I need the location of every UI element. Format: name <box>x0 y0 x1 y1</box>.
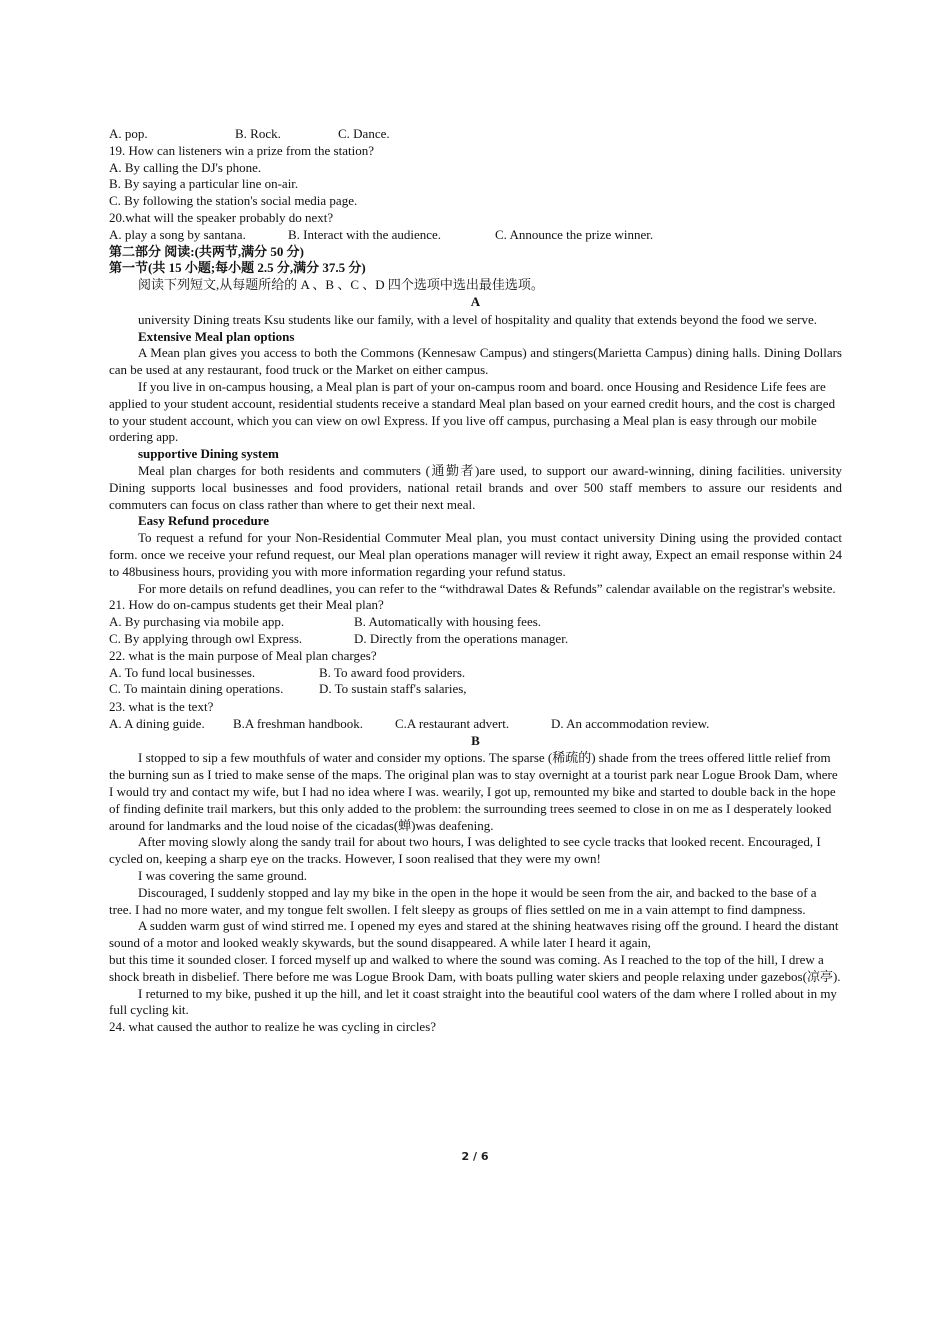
q20-option-c: C. Announce the prize winner. <box>495 226 654 242</box>
passage-b-para-3: I was covering the same ground. <box>138 868 307 884</box>
q20-options <box>109 227 842 244</box>
passage-b-para-4: Discouraged, I suddenly stopped and lay my bike in the open in the hope it would be seen from the air, and backed to the base of a tree. I had no more water, and my tongue felt swollen. I felt sleepy as groups of flies settled on me in a vain attempt to find dampness. <box>109 884 817 917</box>
q18-option-b: B. Rock. <box>235 126 281 141</box>
q23-option-c: C.A restaurant advert. <box>395 715 510 731</box>
q22-option-d: D. To sustain staff's salaries, <box>319 681 467 697</box>
passage-a-heading-1: Extensive Meal plan options <box>138 328 295 344</box>
q19-stem: 19. How can listeners win a prize from the station? <box>109 142 374 158</box>
q21-option-d: D. Directly from the operations manager. <box>354 630 569 646</box>
page-number: 2 / 6 <box>461 1150 489 1163</box>
part2-title: 第二部分 阅读:(共两节,满分 50 分) <box>109 243 304 259</box>
passage-b-para-1: I stopped to sip a few mouthfuls of water and consider my options. The sparse (稀疏的) shade from the trees offered little relief from the burning sun as I tried to make sense of the maps. The original plan was to stay overnight at a tourist park near Logue Brook Dam, where I would try and contact my wife, but I had no idea where I was. wearily, I got up, remounted my bike and started to double back in the hope of finding definite trail markers, but this only added to the problem: the surrounding trees seemed to close in on me as I desperately looked around for landmarks and the loud noise of the cicadas(蝉)was deafening. <box>109 750 838 833</box>
q20-option-a: A. play a song by santana. <box>109 226 246 242</box>
q21-stem: 21. How do on-campus students get their Meal plan? <box>109 597 384 613</box>
passage-b-para-5a: A sudden warm gust of wind stirred me. I opened my eyes and stared at the shining heatwaves rising off the ground. I heard the distant sound of a motor and looked weakly skywards, but the sound disappeared. A while later I heard it again, <box>109 918 839 951</box>
q22-stem: 22. what is the main purpose of Meal plan charges? <box>109 647 377 663</box>
passage-a-heading-2: supportive Dining system <box>138 446 279 462</box>
passage-a-para-4: To request a refund for your Non-Residential Commuter Meal plan, you must contact university Dining using the provided contact form. once we receive your refund request, our Meal plan operations manager will review it right away, Expect an email response within 24 to 48business hours, providing you with more information regarding your refund status. <box>109 530 842 579</box>
q18-options <box>109 126 842 143</box>
passage-b-para-6: I returned to my bike, pushed it up the hill, and let it coast straight into the beautiful cool waters of the dam where I rolled about in my full cycling kit. <box>109 985 837 1018</box>
passage-a-para-2: If you live in on-campus housing, a Meal plan is part of your on-campus room and board. once Housing and Residence Life fees are applied to your student account, residential students receive a standard Meal plan based on your earned credit hours, and the cost is charged to your student account, which you can view on owl Express. If you live off campus, purchasing a Meal plan is easy through our mobile ordering app. <box>109 378 836 445</box>
section1-title: 第一节(共 15 小题;每小题 2.5 分,满分 37.5 分) <box>109 260 366 276</box>
q22-option-b: B. To award food providers. <box>319 664 466 680</box>
passage-b-para-2: After moving slowly along the sandy trail for about two hours, I was delighted to see cycle tracks that looked recent. Encouraged, I cycled on, keeping a sharp eye on the tracks. However, I soon realised that they were my own! <box>109 834 821 867</box>
q23-options <box>109 716 842 733</box>
q23-option-a: A. A dining guide. <box>109 715 205 731</box>
q21-options-row-2 <box>109 631 842 648</box>
passage-a-para-5: For more details on refund deadlines, you can refer to the “withdrawal Dates & Refunds” calendar available on the registrar's website. <box>138 580 836 596</box>
q22-option-a: A. To fund local businesses. <box>109 664 256 680</box>
q20-stem: 20.what will the speaker probably do next? <box>109 209 334 225</box>
q18-option-c: C. Dance. <box>338 126 390 141</box>
passage-b-para-5b: but this time it sounded closer. I forced myself up and walked to where the sound was coming. As I reached to the top of the hill, I drew a shock breath in disbelief. There before me was Logue Brook Dam, with boats pulling water skiers and people relaxing under gazebos(凉亭). <box>109 952 841 984</box>
q21-option-c: C. By applying through owl Express. <box>109 630 303 646</box>
passage-b-label: B <box>471 732 480 748</box>
q18-option-a: A. pop. <box>109 126 148 141</box>
q23-stem: 23. what is the text? <box>109 699 214 715</box>
q22-options-row-2 <box>109 681 842 698</box>
q19-option-b: B. By saying a particular line on-air. <box>109 176 299 192</box>
passage-a-intro: university Dining treats Ksu students like our family, with a level of hospitality and quality that extends beyond the food we serve. <box>138 311 817 327</box>
q22-option-c: C. To maintain dining operations. <box>109 681 284 697</box>
q20-option-b: B. Interact with the audience. <box>288 226 442 242</box>
q21-options-row-1 <box>109 614 842 631</box>
q22-options-row-1 <box>109 665 842 682</box>
reading-instruction: 阅读下列短文,从每题所给的 A 、B 、C 、D 四个选项中选出最佳选项。 <box>138 277 544 293</box>
passage-a-para-3: Meal plan charges for both residents and commuters (通勤者)are used, to support our award-winning, dining facilities. university Dining supports local businesses and food providers, national retail brands and over 500 staff members to assure our residents and commuters can focus on class rather than where to get their next meal. <box>109 462 842 512</box>
q21-option-b: B. Automatically with housing fees. <box>354 614 542 630</box>
q24-stem: 24. what caused the author to realize he was cycling in circles? <box>109 1019 437 1035</box>
passage-a-para-1: A Mean plan gives you access to both the Commons (Kennesaw Campus) and stingers(Marietta Campus) dining halls. Dining Dollars can be used at any restaurant, food truck or the Market on either campus. <box>109 345 842 378</box>
passage-a-label: A <box>470 293 481 309</box>
q19-option-a: A. By calling the DJ's phone. <box>109 159 262 175</box>
q21-option-a: A. By purchasing via mobile app. <box>109 614 285 630</box>
q23-option-b: B.A freshman handbook. <box>233 715 363 731</box>
q19-option-c: C. By following the station's social media page. <box>109 193 358 209</box>
passage-a-heading-3: Easy Refund procedure <box>138 513 269 529</box>
exam-page <box>109 126 842 1036</box>
q23-option-d: D. An accommodation review. <box>551 715 710 731</box>
